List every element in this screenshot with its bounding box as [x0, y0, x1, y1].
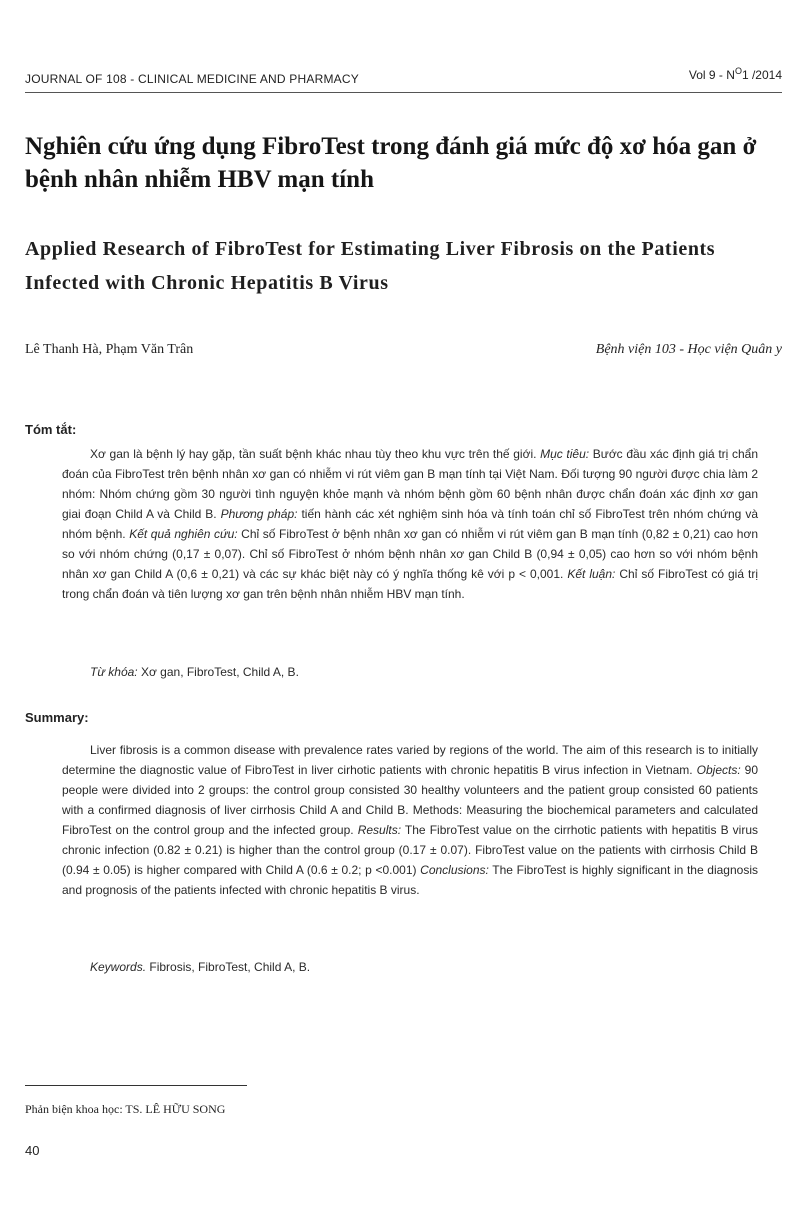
summary-p2: 90 people were divided into 2 groups: the control group consisted 30 healthy volunteers and the patient group consisted 60 patients with a confirmed diagnosis of liver cirrhosis Child A and Child B. Methods: Measuring the biochemical parameters and calculated FibroTest on the control group and the infected group.	[62, 763, 758, 837]
label-results-en: Results:	[357, 823, 402, 837]
summary-body	[62, 740, 758, 900]
abstract-vi-p1: Xơ gan là bệnh lý hay gặp, tần suất bệnh khác nhau tùy theo khu vực trên thế giới.	[90, 447, 541, 461]
label-results-vi: Kết quả nghiên cứu:	[129, 527, 238, 541]
page-number: 40	[25, 1143, 40, 1158]
volume-prefix: Vol 9 - N	[688, 68, 735, 82]
label-conclusion-vi: Kết luận:	[567, 567, 616, 581]
title-vietnamese: Nghiên cứu ứng dụng FibroTest trong đánh giá mức độ xơ hóa gan ở bệnh nhân nhiễm HBV mạn tính	[25, 133, 757, 193]
label-objects: Objects:	[696, 763, 741, 777]
volume-sup: O	[734, 66, 742, 76]
keywords-vi-text: Xơ gan, FibroTest, Child A, B.	[137, 665, 299, 679]
summary-p1: Liver fibrosis is a common disease with prevalence rates varied by regions of the world. The aim of this research is to initially determine the diagnostic value of FibroTest in liver cirhotic patients with chronic hepatitis B virus infection in Vietnam.	[62, 743, 758, 777]
summary-p3: The FibroTest value on the cirrhotic patients with hepatitis B virus chronic infection (0.82 ± 0.21) is higher than the control group (0.17 ± 0.07). FibroTest value on the patients with cirrhosis Child B (0.94 ± 0.05) is higher compared with Child A (0.6 ± 0.2; p <0.001)	[62, 823, 759, 877]
authors: Lê Thanh Hà, Phạm Văn Trân	[25, 342, 194, 357]
keywords-en-label: Keywords.	[90, 960, 147, 974]
reviewer-note: Phản biện khoa học: TS. LÊ HỮU SONG	[25, 1102, 226, 1116]
summary-p4: The FibroTest is highly significant in the diagnosis and prognosis of the patients infected with chronic hepatitis B virus.	[62, 863, 758, 897]
title-english: Applied Research of FibroTest for Estimating Liver Fibrosis on the Patients Infected with Chronic Hepatitis B Virus	[25, 238, 716, 294]
label-objective: Mục tiêu:	[540, 447, 590, 461]
affiliation: Bệnh viện 103 - Học viện Quân y	[595, 342, 782, 357]
abstract-vi-heading: Tóm tắt:	[25, 422, 77, 437]
keywords-en	[90, 960, 310, 974]
summary-heading: Summary:	[25, 710, 89, 725]
keywords-vi-label: Từ khóa:	[90, 665, 138, 679]
abstract-vi-p3: tiến hành các xét nghiệm sinh hóa và tính toán chỉ số FibroTest trên nhóm chứng và nhóm bệnh.	[62, 507, 758, 541]
abstract-vi-p4: Chỉ số FibroTest ở bệnh nhân xơ gan có nhiễm vi rút viêm gan B mạn tính (0,82 ± 0,21) cao hơn so với nhóm chứng (0,17 ± 0,07). Chỉ số FibroTest ở nhóm bệnh nhân xơ gan Child B (0,94 ± 0,05) cao hơn so với nhóm bệnh nhân xơ gan Child A (0,6 ± 0,21) và các sự khác biệt này có ý nghĩa thống kê với p < 0,001.	[62, 527, 758, 581]
volume-issue	[689, 66, 782, 82]
footnote-rule	[25, 1085, 247, 1086]
abstract-vi-p5: Chỉ số FibroTest có giá trị trong chẩn đoán và tiên lượng xơ gan trên bệnh nhân nhiễm HBV mạn tính.	[62, 567, 759, 601]
abstract-vi-body	[62, 444, 758, 604]
volume-suffix: 1 /2014	[741, 68, 782, 82]
keywords-en-text: Fibrosis, FibroTest, Child A, B.	[146, 960, 311, 974]
journal-header: JOURNAL OF 108 - CLINICAL MEDICINE AND PHARMACY	[25, 72, 359, 86]
abstract-vi-p2: Bước đầu xác định giá trị chẩn đoán của FibroTest trên bệnh nhân xơ gan có nhiễm vi rút viêm gan B mạn tính tại Việt Nam. Đối tượng 90 người được chia làm 2 nhóm: Nhóm chứng gồm 30 người tình nguyện khỏe mạnh và nhóm bệnh gồm 60 bệnh nhân được chẩn đoán xác định xơ gan giai đoạn Child A và Child B.	[62, 447, 759, 521]
header-rule	[25, 92, 782, 93]
label-method: Phương pháp:	[220, 507, 298, 521]
label-conclusions-en: Conclusions:	[420, 863, 489, 877]
keywords-vi	[90, 665, 299, 679]
